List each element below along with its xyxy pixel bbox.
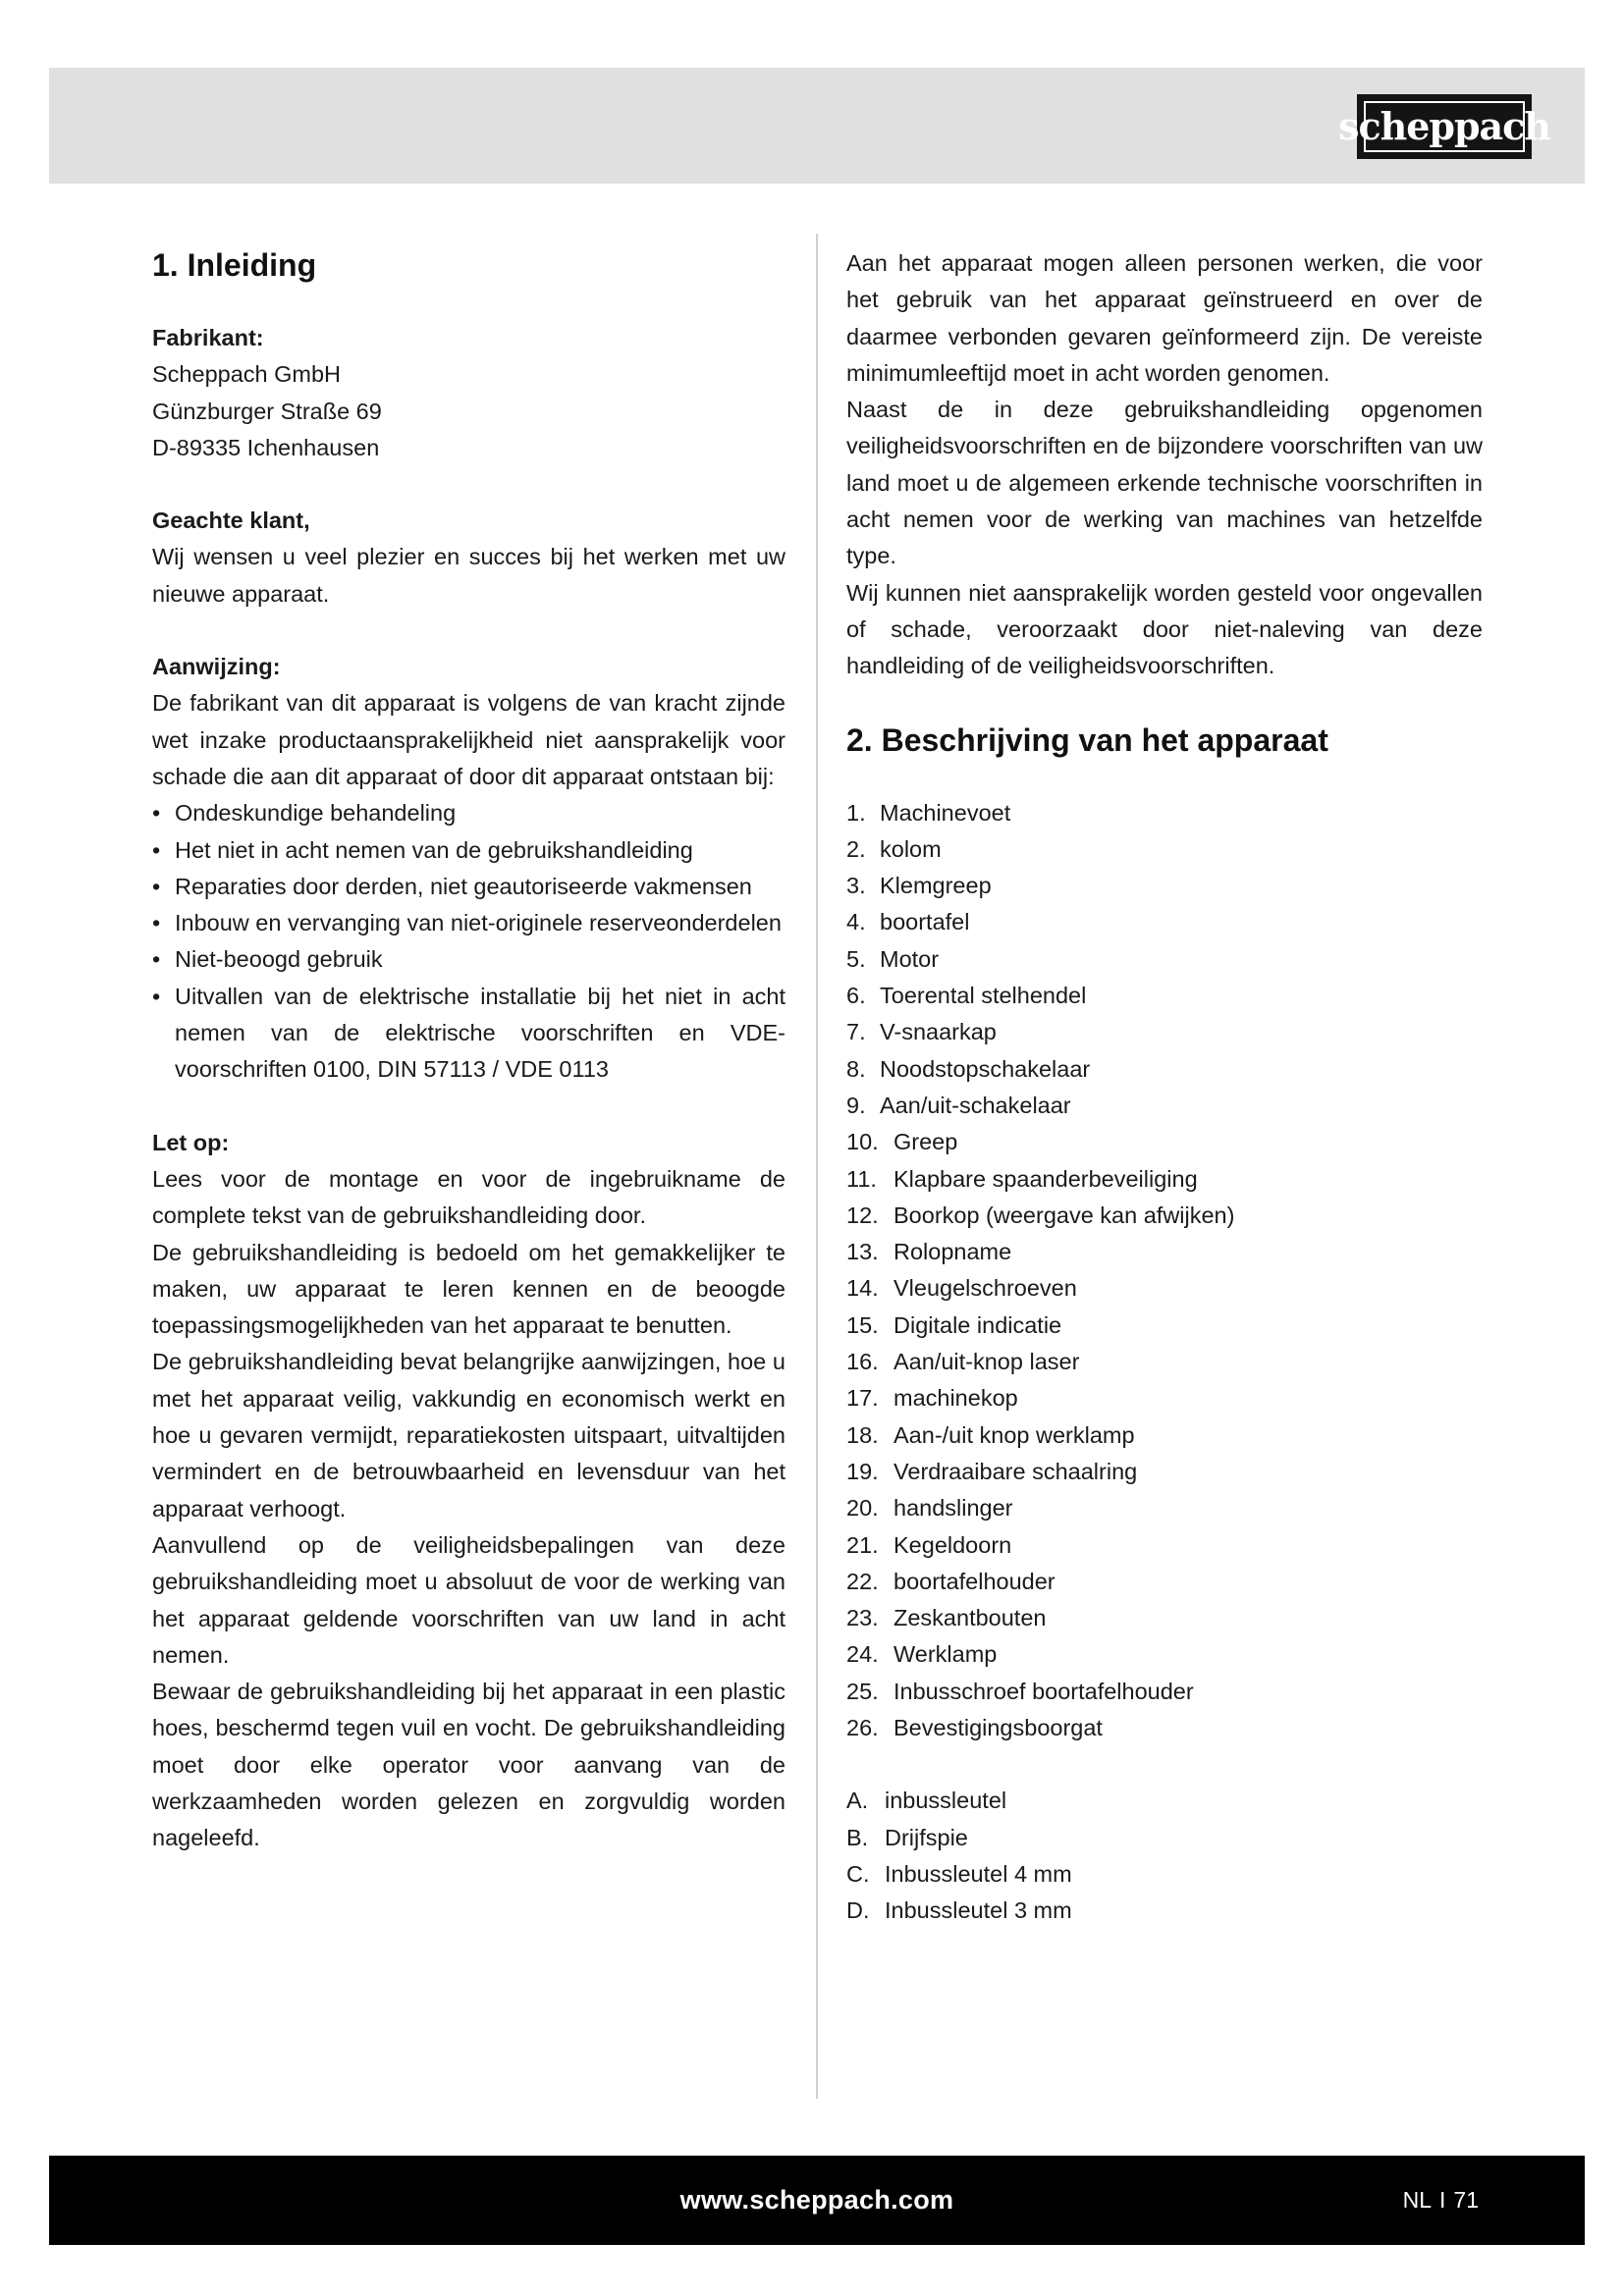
list-item <box>846 1820 1483 1856</box>
section-heading-introduction: 1. Inleiding <box>152 247 317 283</box>
list-item <box>846 1417 1483 1454</box>
language-code: NL <box>1402 2187 1433 2213</box>
list-item <box>846 1380 1483 1416</box>
footer-bar <box>49 2156 1585 2245</box>
item-label: Drijfspie <box>885 1824 968 1850</box>
item-label: Werklamp <box>893 1641 998 1668</box>
item-label: Greep <box>893 1129 958 1155</box>
parts-list <box>846 795 1483 1747</box>
item-number: D. <box>846 1897 870 1924</box>
item-number: 26. <box>846 1714 879 1740</box>
intro-paragraph: Naast de in deze gebruikshandleiding opgenomen veiligheidsvoorschriften en de bijzondere voorschriften van uw land moet u de algemeen erkende technische voorschriften in acht nemen voor de werking van machines van hetzelfde type. <box>846 397 1483 569</box>
intro-paragraph: Wij kunnen niet aansprakelijk worden gesteld voor ongevallen of schade, veroorzaakt door niet-naleving van deze handleiding of de veiligheidsvoorschriften. <box>846 579 1483 679</box>
item-number: 22. <box>846 1568 879 1594</box>
item-number: 25. <box>846 1678 879 1704</box>
item-label: Inbusschroef boortafelhouder <box>893 1678 1194 1704</box>
item-label: Klapbare spaanderbeveiliging <box>893 1165 1198 1192</box>
page-indicator <box>1403 2156 1479 2245</box>
list-item <box>846 868 1483 904</box>
item-label: Aan/uit-schakelaar <box>880 1092 1071 1118</box>
item-label: Kegeldoorn <box>893 1531 1012 1558</box>
attention-paragraph: Aanvullend op de veiligheidsbepalingen van deze gebruikshandleiding moet u absoluut de voor de werking van het apparaat geldende voorschriften van uw land in acht nemen. <box>152 1531 785 1668</box>
list-item <box>846 1308 1483 1344</box>
item-number: 19. <box>846 1458 879 1484</box>
item-number: 7. <box>846 1019 866 1045</box>
item-label: kolom <box>880 835 942 862</box>
greeting-text: Wij wensen u veel plezier en succes bij het werken met uw nieuwe apparaat. <box>152 544 785 607</box>
item-label: Inbussleutel 3 mm <box>885 1897 1072 1924</box>
item-number: 8. <box>846 1055 866 1082</box>
list-item: • Reparaties door derden, niet geautoriseerde vakmensen <box>152 869 785 905</box>
column-divider <box>816 234 818 2099</box>
item-label: Toerental stelhendel <box>880 983 1087 1009</box>
item-number: C. <box>846 1860 870 1887</box>
item-label: Klemgreep <box>880 873 992 899</box>
list-item <box>846 1234 1483 1270</box>
list-item: • Het niet in acht nemen van de gebruikshandleiding <box>152 832 785 869</box>
item-number: 3. <box>846 873 866 899</box>
item-number: 24. <box>846 1641 879 1668</box>
list-item <box>846 1088 1483 1124</box>
item-label: Digitale indicatie <box>893 1311 1062 1338</box>
item-label: Motor <box>880 945 940 972</box>
item-number: 4. <box>846 909 866 935</box>
item-number: 9. <box>846 1092 866 1118</box>
item-label: Vleugelschroeven <box>893 1275 1077 1302</box>
list-item <box>846 1893 1483 1929</box>
list-item <box>846 941 1483 978</box>
item-number: 14. <box>846 1275 879 1302</box>
item-label: Zeskantbouten <box>893 1605 1047 1631</box>
attention-paragraph: Bewaar de gebruikshandleiding bij het apparaat in een plastic hoes, beschermd tegen vuil en vocht. De gebruikshandleiding moet door elke operator voor aanvang van de werkzaamheden worden gelezen en zorgvuldig worden nageleefd. <box>152 1679 785 1851</box>
item-number: 17. <box>846 1385 879 1412</box>
item-number: 20. <box>846 1495 879 1522</box>
item-label: Aan-/uit knop werklamp <box>893 1421 1135 1448</box>
list-item <box>846 831 1483 868</box>
manufacturer-line: Scheppach GmbH <box>152 361 342 388</box>
item-number: B. <box>846 1824 869 1850</box>
list-item <box>846 1674 1483 1710</box>
logo-text: scheppach <box>1364 101 1525 152</box>
list-item <box>846 1161 1483 1198</box>
attention-paragraph: De gebruikshandleiding is bedoeld om het gemakkelijker te maken, uw apparaat te leren kennen en de beoogde toepassingsmogelijkheden van het apparaat te benutten. <box>152 1239 785 1339</box>
item-number: 11. <box>846 1165 877 1192</box>
item-label: Noodstopschakelaar <box>880 1055 1091 1082</box>
list-item <box>846 1636 1483 1673</box>
list-item <box>846 1344 1483 1380</box>
item-number: 12. <box>846 1201 879 1228</box>
right-column <box>846 245 1483 1929</box>
header-bar <box>49 68 1585 184</box>
manufacturer-line: Günzburger Straße 69 <box>152 398 382 424</box>
list-item <box>846 795 1483 831</box>
manufacturer-label: Fabrikant: <box>152 325 264 350</box>
list-item: • Niet-beoogd gebruik <box>152 941 785 978</box>
scheppach-logo <box>1338 94 1550 159</box>
website-link[interactable]: www.scheppach.com <box>679 2185 954 2215</box>
list-item <box>846 1124 1483 1160</box>
page-number: 71 <box>1453 2187 1479 2213</box>
attention-label: Let op: <box>152 1129 230 1155</box>
list-item <box>846 1783 1483 1819</box>
item-label: V-snaarkap <box>880 1019 997 1045</box>
item-number: 16. <box>846 1349 879 1375</box>
attention-paragraph: Lees voor de montage en voor de ingebruikname de complete tekst van de gebruikshandleiding door. <box>152 1165 785 1229</box>
list-item <box>846 1014 1483 1050</box>
list-item: • Inbouw en vervanging van niet-originele reserveonderdelen <box>152 905 785 941</box>
item-number: 1. <box>846 799 866 826</box>
item-label: Bevestigingsboorgat <box>893 1714 1103 1740</box>
item-number: 5. <box>846 945 866 972</box>
item-number: 21. <box>846 1531 879 1558</box>
note-bullet-list <box>152 795 785 1088</box>
list-item <box>846 1564 1483 1600</box>
item-number: 2. <box>846 835 866 862</box>
item-label: Rolopname <box>893 1239 1012 1265</box>
list-item <box>846 1527 1483 1564</box>
attention-paragraph: De gebruikshandleiding bevat belangrijke aanwijzingen, hoe u met het apparaat veilig, vakkundig en economisch werkt en hoe u gevaren vermijdt, reparatiekosten uitspaart, uitvaltijden vermindert en de betrouwbaarheid en levensduur van het apparaat verhoogt. <box>152 1349 785 1522</box>
item-label: inbussleutel <box>885 1788 1007 1814</box>
item-number: 15. <box>846 1311 879 1338</box>
accessories-list <box>846 1783 1483 1929</box>
item-label: Verdraaibare schaalring <box>893 1458 1138 1484</box>
list-item: • Uitvallen van de elektrische installatie bij het niet in acht nemen van de elektrische voorschriften en VDE-voorschriften 0100, DIN 57113 / VDE 0113 <box>152 979 785 1089</box>
item-number: 10. <box>846 1129 879 1155</box>
item-label: Boorkop (weergave kan afwijken) <box>893 1201 1235 1228</box>
item-label: machinekop <box>893 1385 1018 1412</box>
list-item <box>846 1270 1483 1307</box>
item-number: 23. <box>846 1605 879 1631</box>
item-number: 13. <box>846 1239 879 1265</box>
left-column <box>152 245 785 1857</box>
list-item <box>846 904 1483 940</box>
greeting-label: Geachte klant, <box>152 507 310 534</box>
page-separator: I <box>1439 2187 1446 2213</box>
list-item <box>846 1051 1483 1088</box>
item-number: 6. <box>846 983 866 1009</box>
item-number: 18. <box>846 1421 879 1448</box>
list-item <box>846 1490 1483 1526</box>
item-label: handslinger <box>893 1495 1013 1522</box>
item-number: A. <box>846 1788 869 1814</box>
item-label: Inbussleutel 4 mm <box>885 1860 1072 1887</box>
item-label: Machinevoet <box>880 799 1011 826</box>
list-item <box>846 1710 1483 1746</box>
item-label: Aan/uit-knop laser <box>893 1349 1080 1375</box>
section-heading-description: 2. Beschrijving van het apparaat <box>846 721 1328 758</box>
list-item <box>846 1454 1483 1490</box>
list-item <box>846 978 1483 1014</box>
list-item <box>846 1600 1483 1636</box>
manufacturer-line: D-89335 Ichenhausen <box>152 434 380 460</box>
intro-paragraph: Aan het apparaat mogen alleen personen werken, die voor het gebruik van het apparaat geïnstrueerd en over de daarmee verbonden gevaren geïnformeerd zijn. De vereiste minimumleeftijd moet in acht worden genomen. <box>846 250 1483 386</box>
list-item <box>846 1856 1483 1893</box>
list-item <box>846 1198 1483 1234</box>
item-label: boortafelhouder <box>893 1568 1056 1594</box>
item-label: boortafel <box>880 909 970 935</box>
note-text: De fabrikant van dit apparaat is volgens de van kracht zijnde wet inzake productaansprakelijkheid niet aansprakelijk voor schade die aan dit apparaat of door dit apparaat ontstaan bij: <box>152 690 785 789</box>
note-label: Aanwijzing: <box>152 654 281 680</box>
list-item: • Ondeskundige behandeling <box>152 795 785 831</box>
